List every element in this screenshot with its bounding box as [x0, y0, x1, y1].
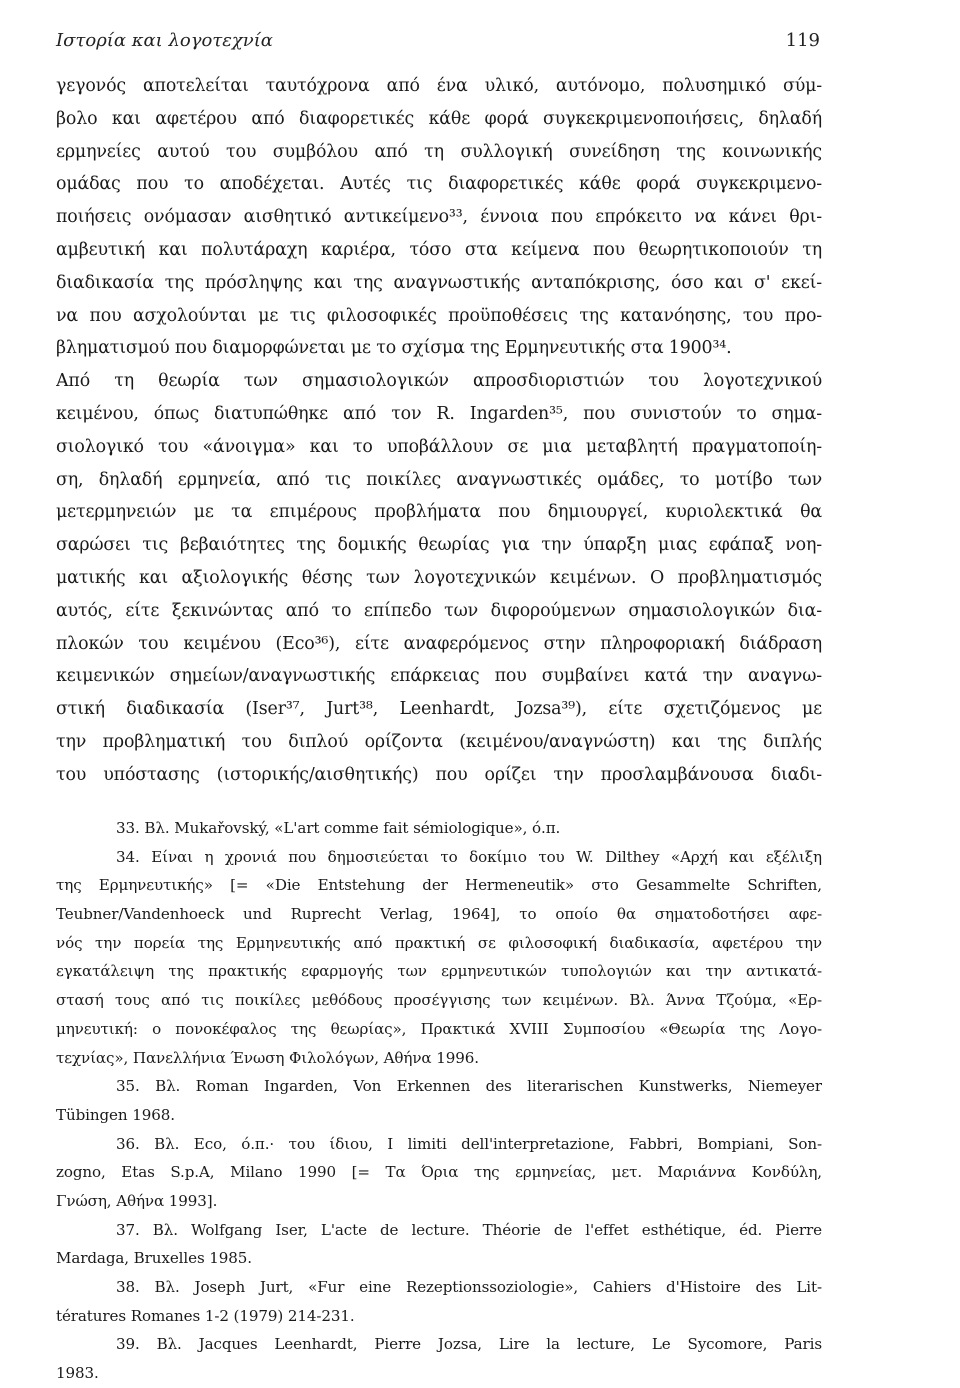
footnote-line: 34. Είναι η χρονιά που δημοσιεύεται το δοκίμιο του W. Dilthey «Αρχή και εξέλιξη [116, 847, 822, 866]
body-line: βολο και αφετέρου από διαφορετικές κάθε φορά συγκεκριμενοποιήσεις, δηλαδή [56, 108, 822, 129]
footnote-line: 35. Βλ. Roman Ingarden, Von Erkennen des literarischen Kunstwerks, Niemeyer [116, 1077, 822, 1096]
footnote-line: Tübingen 1968. [56, 1105, 175, 1124]
footnote-line: 33. Βλ. Mukařovský, «L'art comme fait sémiologique», ό.π. [116, 819, 561, 837]
footnote-line: μηνευτική: ο πονοκέφαλος της θεωρίας», Πρακτικά XVIII Συμποσίου «Θεωρία της Λογο- [56, 1019, 822, 1038]
body-line: αυτός, είτε ξεκινώντας από το επίπεδο των διφορούμενων σημασιολογικών δια- [56, 600, 822, 621]
body-line: ματικής και αξιολογικής θέσης των λογοτεχνικών κειμένων. Ο προβληματισμός [56, 567, 822, 588]
footnote-line: tératures Romanes 1-2 (1979) 214-231. [56, 1306, 355, 1325]
body-line: στική διαδικασία (Iser³⁷, Jurt³⁸, Leenhardt, Jozsa³⁹), είτε σχετιζόμενος με [56, 699, 822, 720]
body-line: ποιήσεις ονόμασαν αισθητικό αντικείμενο³³, έννοια που επρόκειτο να κάνει θρι- [56, 207, 822, 228]
footnotes [56, 814, 822, 1388]
footnote-line: τεχνίας», Πανελλήνια Ένωση Φιλολόγων, Αθήνα 1996. [56, 1048, 479, 1067]
body-line: διαδικασία της πρόσληψης και της αναγνωστικής ανταπόκρισης, όσο και σ' εκεί- [56, 272, 822, 293]
body-line: σιολογικό του «άνοιγμα» και το υποβάλλουν σε μια μεταβλητή πραγματοποίη- [56, 436, 822, 457]
footnote-line: Teubner/Vandenhoeck und Ruprecht Verlag, 1964], το οποίο θα σηματοδοτήσει αφε- [56, 905, 822, 924]
footnote-line: 37. Βλ. Wolfgang Iser, L'acte de lecture. Théorie de l'effet esthétique, éd. Pierre [116, 1220, 822, 1239]
body-line: πλοκών του κειμένου (Eco³⁶), είτε αναφερόμενος στην πληροφοριακή διάδραση [56, 633, 822, 654]
body-line: βληματισμού που διαμορφώνεται με το σχίσμα της Ερμηνευτικής στα 1900³⁴. [56, 338, 732, 359]
body-line: του υπόστασης (ιστορικής/αισθητικής) που ορίζει την προσλαμβάνουσα διαδι- [56, 764, 822, 785]
body-line: αμβευτική και πολυτάραχη καριέρα, τόσο στα κείμενα που θεωρητικοποιούν τη [56, 239, 822, 260]
footnote-line: Mardaga, Bruxelles 1985. [56, 1249, 253, 1268]
footnote-line: νός την πορεία της Ερμηνευτικής από πρακτική σε φιλοσοφική διαδικασία, αφετέρου την [56, 933, 822, 952]
footnote-line: στασή τους από τις ποικίλες μεθόδους προσέγγισης των κειμένων. Βλ. Άννα Τζούμα, «Ερ- [56, 991, 822, 1010]
body-line: κειμενικών σημείων/αναγνωστικής επάρκειας που συμβαίνει κατά την αναγνω- [56, 666, 822, 687]
body-text [56, 70, 822, 792]
body-line: ομάδας που το αποδέχεται. Αυτές τις διαφορετικές κάθε φορά συγκεκριμενο- [56, 174, 822, 195]
footnote-line: zogno, Etas S.p.A, Milano 1990 [= Τα Όρια της ερμηνείας, μετ. Μαριάννα Κονδύλη, [56, 1163, 822, 1182]
footnote-line: 39. Βλ. Jacques Leenhardt, Pierre Jozsa, Lire la lecture, Le Sycomore, Paris [116, 1335, 822, 1354]
body-line: να που ασχολούνται με τις φιλοσοφικές προϋποθέσεις της κατανόησης, του προ- [56, 305, 822, 326]
footnote-line: της Ερμηνευτικής» [= «Die Entstehung der Hermeneutik» στο Gesammelte Schriften, [56, 876, 822, 895]
footnote-line: Γνώση, Αθήνα 1993]. [56, 1191, 218, 1210]
page-number: 119 [785, 30, 820, 51]
body-line: γεγονός αποτελείται ταυτόχρονα από ένα υλικό, αυτόνομο, πολυσημικό σύμ- [56, 76, 822, 96]
footnote-line: 38. Βλ. Joseph Jurt, «Fur eine Rezeptionssoziologie», Cahiers d'Histoire des Lit- [116, 1278, 822, 1296]
footnote-line: 36. Βλ. Eco, ό.π.· του ίδιου, I limiti dell'interpretazione, Fabbri, Bompiani, Son- [116, 1134, 822, 1153]
body-line: κειμένου, όπως διατυπώθηκε από τον R. Ingarden³⁵, που συνιστούν το σημα- [56, 403, 822, 424]
body-line: ερμηνείες αυτού του συμβόλου από τη συλλογική συνείδηση της κοινωνικής [56, 141, 822, 162]
body-line: ση, δηλαδή ερμηνεία, από τις ποικίλες αναγνωστικές ομάδες, το μοτίβο των [56, 469, 822, 490]
footnote-line: 1983. [56, 1364, 99, 1383]
page-header [56, 30, 820, 54]
footnote-line: εγκατάλειψη της πρακτικής εφαρμογής των ερμηνευτικών τυπολογιών και την αντικατά- [56, 962, 822, 981]
body-line: την προβληματική του διπλού ορίζοντα (κειμένου/αναγνώστη) και της διπλής [56, 731, 822, 752]
body-line: σαρώσει τις βεβαιότητες της δομικής θεωρίας για την ύπαρξη μιας εφάπαξ νοη- [56, 535, 822, 556]
body-line: μετερμηνειών με τα επιμέρους προβλήματα που δημιουργεί, κυριολεκτικά θα [56, 502, 822, 523]
body-line: Από τη θεωρία των σημασιολογικών απροσδιοριστιών του λογοτεχνικού [56, 371, 822, 392]
running-head: Ιστορία και λογοτεχνία [56, 30, 273, 51]
